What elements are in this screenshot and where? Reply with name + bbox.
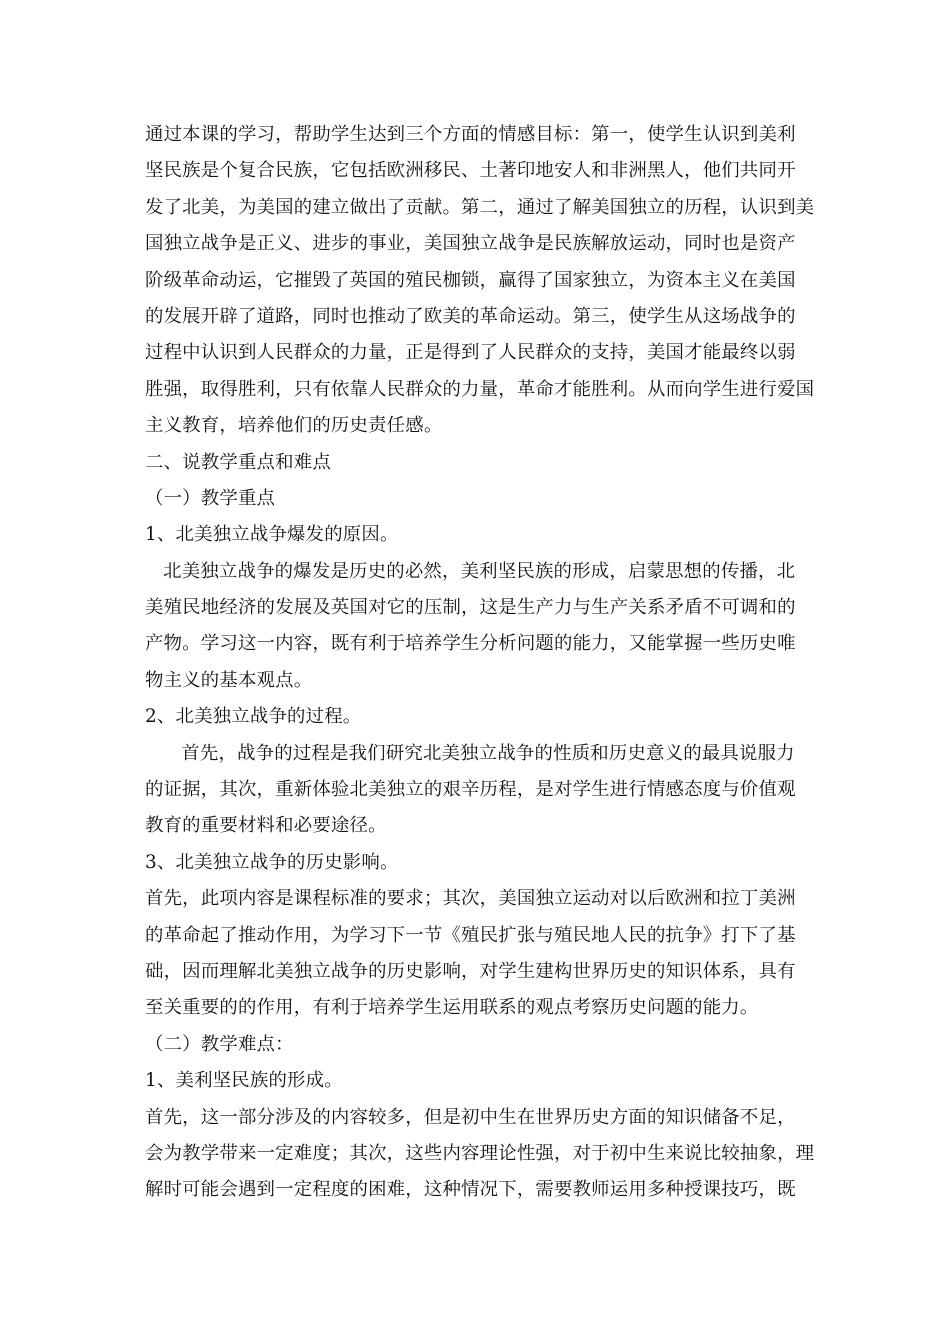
paragraph-line: 首先，此项内容是课程标准的要求；其次，美国独立运动对以后欧洲和拉丁美洲 [145,888,796,910]
paragraph-line: 坚民族是个复合民族，它包括欧洲移民、土著印地安人和非洲黑人，他们共同开 [145,160,796,182]
document-body [145,117,813,1209]
paragraph-line: 的发展开辟了道路，同时也推动了欧美的革命运动。第三，使学生从这场战争的 [145,305,796,327]
paragraph-line: 的证据，其次，重新体验北美独立的艰辛历程，是对学生进行情感态度与价值观 [145,779,796,801]
paragraph-line: 美殖民地经济的发展及英国对它的压制，这是生产力与生产关系矛盾不可调和的 [145,597,796,619]
paragraph-line: 至关重要的的作用，有利于培养学生运用联系的观点考察历史问题的能力。 [145,997,759,1019]
paragraph-line: 首先，这一部分涉及的内容较多，但是初中生在世界历史方面的知识储备不足， [145,1106,796,1128]
paragraph-line: 教育的重要材料和必要途径。 [145,815,387,837]
paragraph-line: 过程中认识到人民群众的力量，正是得到了人民群众的支持，美国才能最终以弱 [145,342,796,364]
item-heading: 1、美利坚民族的形成。 [145,1070,343,1092]
section-heading: 二、说教学重点和难点 [145,451,331,473]
paragraph-line: 础，因而理解北美独立战争的历史影响，对学生建构世界历史的知识体系，具有 [145,960,796,982]
paragraph-line: 首先，战争的过程是我们研究北美独立战争的性质和历史意义的最具说服力 [145,742,795,764]
paragraph-line: 北美独立战争的爆发是历史的必然，美利坚民族的形成，启蒙思想的传播，北 [145,560,796,582]
paragraph-line: 产物。学习这一内容，既有利于培养学生分析问题的能力，又能掌握一些历史唯 [145,633,796,655]
paragraph-line: 国独立战争是正义、进步的事业，美国独立战争是民族解放运动，同时也是资产 [145,233,796,255]
paragraph-line: 物主义的基本观点。 [145,669,313,691]
item-heading: 2、北美独立战争的过程。 [145,706,362,728]
paragraph-line: 主义教育，培养他们的历史责任感。 [145,415,443,437]
paragraph-line: 发了北美，为美国的建立做出了贡献。第二，通过了解美国独立的历程，认识到美 [145,196,815,218]
paragraph-line: 胜强，取得胜利，只有依靠人民群众的力量，革命才能胜利。从而向学生进行爱国 [145,378,815,400]
paragraph-line: 会为教学带来一定难度；其次，这些内容理论性强，对于初中生来说比较抽象，理 [145,1142,815,1164]
item-heading: 3、北美独立战争的历史影响。 [145,851,399,873]
paragraph-line: 通过本课的学习，帮助学生达到三个方面的情感目标：第一，使学生认识到美利 [145,124,796,145]
paragraph-line: 阶级革命动运，它摧毁了英国的殖民枷锁，赢得了国家独立，为资本主义在美国 [145,269,796,291]
paragraph-line: 的革命起了推动作用，为学习下一节《殖民扩张与殖民地人民的抗争》打下了基 [145,924,796,946]
subsection-heading: （二）教学难点： [145,1033,294,1055]
item-heading: 1、北美独立战争爆发的原因。 [145,524,399,546]
subsection-heading: （一）教学重点 [145,487,276,509]
paragraph-line: 解时可能会遇到一定程度的困难，这种情况下，需要教师运用多种授课技巧，既 [145,1179,796,1201]
